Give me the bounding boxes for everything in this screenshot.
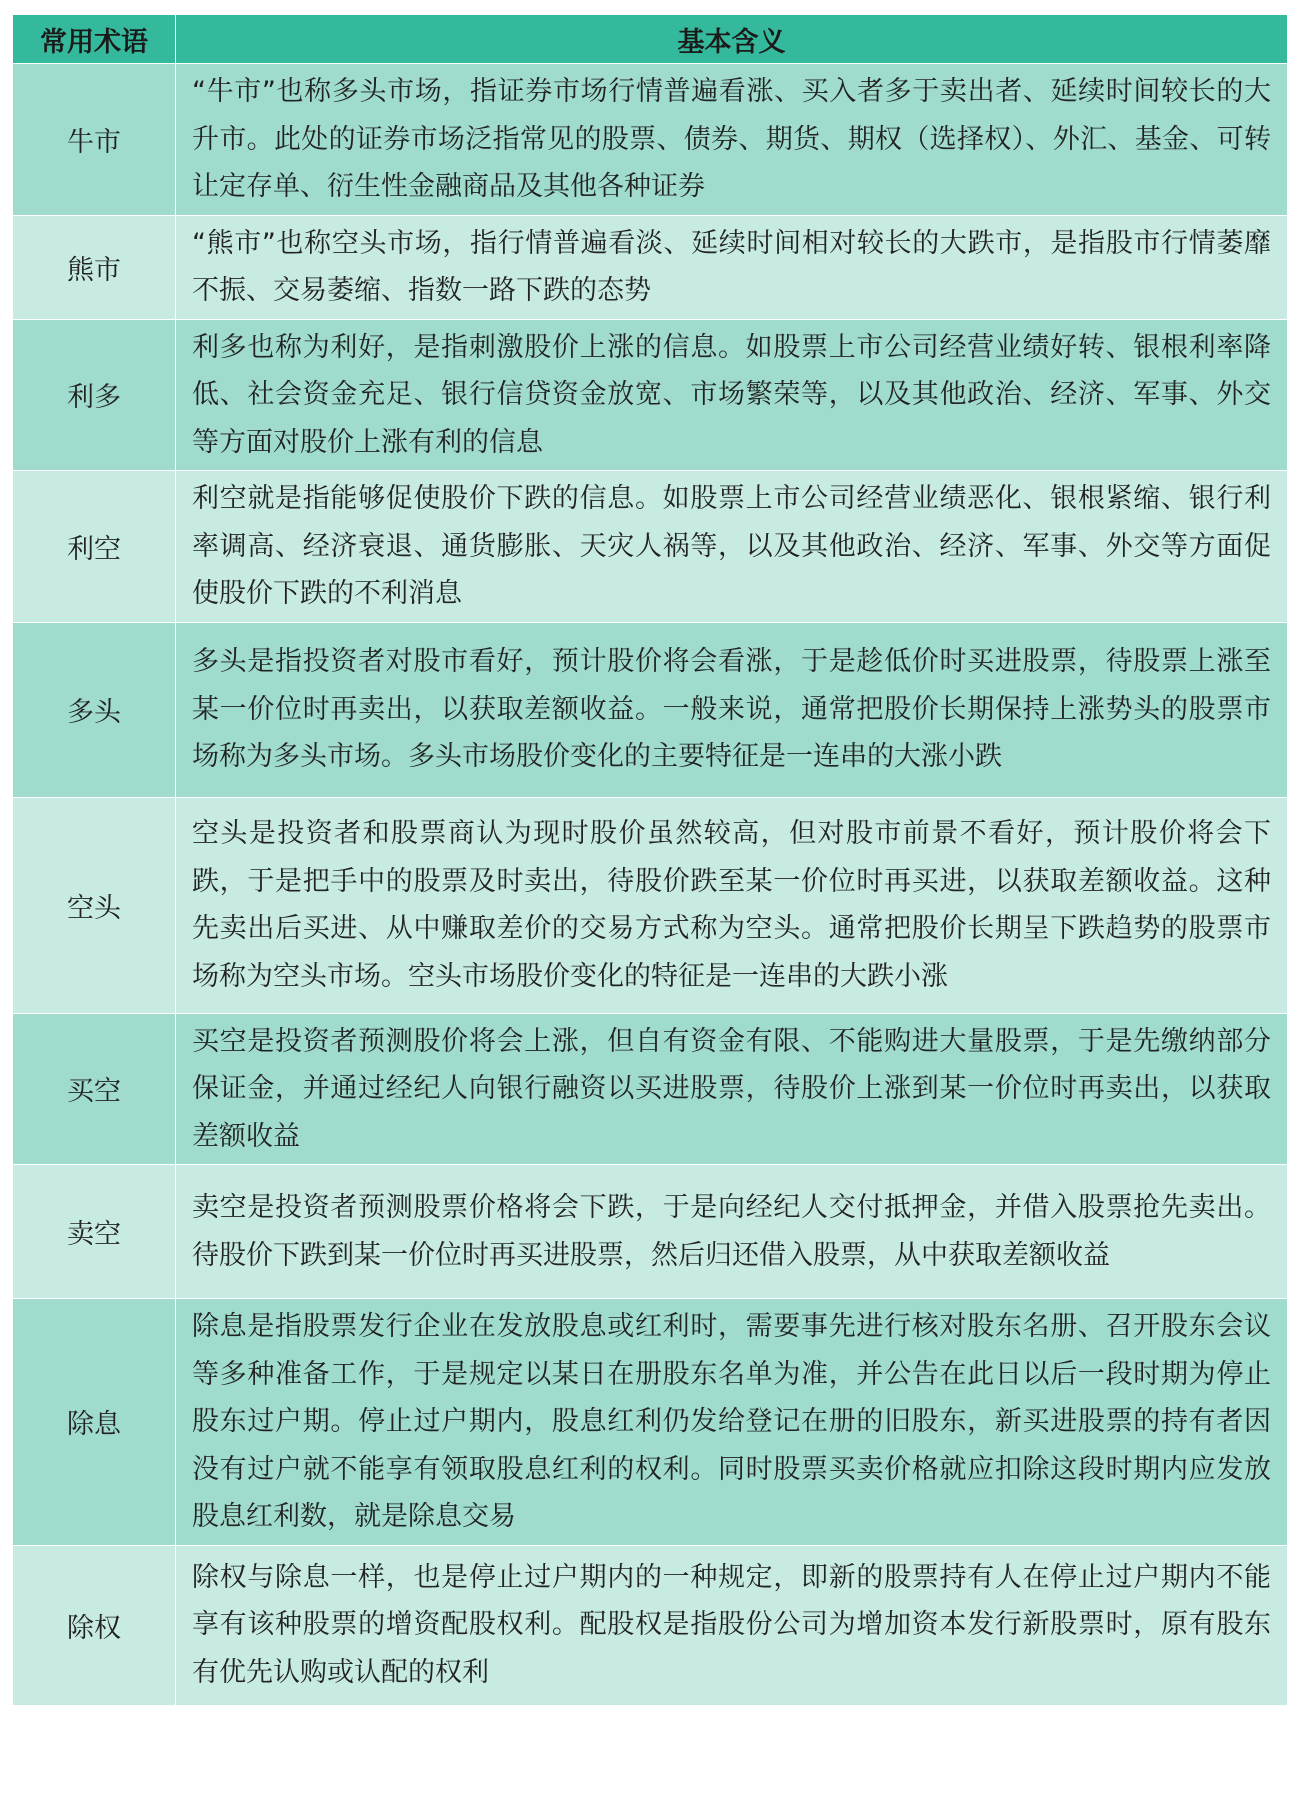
table-row (13, 319, 1288, 471)
term-cell: 除权 (13, 1545, 176, 1705)
terms-table-container (12, 14, 1288, 1706)
meaning-cell: 利空就是指能够促使股价下跌的信息。如股票上市公司经营业绩恶化、银根紧缩、银行利率调高、经济衰退、通货膨胀、天灾人祸等，以及其他政治、经济、军事、外交等方面促使股价下跌的不利消息 (176, 471, 1288, 623)
meaning-cell: “熊市”也称空头市场，指行情普遍看淡、延续时间相对较长的大跌市，是指股市行情萎靡不振、交易萎缩、指数一路下跌的态势 (176, 215, 1288, 319)
stock-terms-table (12, 14, 1288, 1706)
table-row (13, 215, 1288, 319)
header-meaning: 基本含义 (176, 15, 1288, 64)
table-row (13, 1165, 1288, 1299)
term-cell: 利空 (13, 471, 176, 623)
term-cell: 卖空 (13, 1165, 176, 1299)
meaning-cell: 多头是指投资者对股市看好，预计股价将会看涨，于是趁低价时买进股票，待股票上涨至某一价位时再卖出，以获取差额收益。一般来说，通常把股价长期保持上涨势头的股票市场称为多头市场。多头市场股价变化的主要特征是一连串的大涨小跌 (176, 622, 1288, 797)
table-row (13, 471, 1288, 623)
table-row (13, 64, 1288, 216)
term-cell: 多头 (13, 622, 176, 797)
term-cell: 利多 (13, 319, 176, 471)
table-row (13, 797, 1288, 1013)
meaning-cell: 除息是指股票发行企业在发放股息或红利时，需要事先进行核对股东名册、召开股东会议等多种准备工作，于是规定以某日在册股东名单为准，并公告在此日以后一段时期为停止股东过户期。停止过户期内，股息红利仍发给登记在册的旧股东，新买进股票的持有者因没有过户就不能享有领取股息红利的权利。同时股票买卖价格就应扣除这段时期内应发放股息红利数，就是除息交易 (176, 1299, 1288, 1546)
table-row (13, 1299, 1288, 1546)
table-row (13, 622, 1288, 797)
header-term: 常用术语 (13, 15, 176, 64)
term-cell: 空头 (13, 797, 176, 1013)
meaning-cell: 利多也称为利好，是指刺激股价上涨的信息。如股票上市公司经营业绩好转、银根利率降低、社会资金充足、银行信贷资金放宽、市场繁荣等，以及其他政治、经济、军事、外交等方面对股价上涨有利的信息 (176, 319, 1288, 471)
table-row (13, 1545, 1288, 1705)
meaning-cell: 空头是投资者和股票商认为现时股价虽然较高，但对股市前景不看好，预计股价将会下跌，于是把手中的股票及时卖出，待股价跌至某一价位时再买进，以获取差额收益。这种先卖出后买进、从中赚取差价的交易方式称为空头。通常把股价长期呈下跌趋势的股票市场称为空头市场。空头市场股价变化的特征是一连串的大跌小涨 (176, 797, 1288, 1013)
meaning-cell: 卖空是投资者预测股票价格将会下跌，于是向经纪人交付抵押金，并借入股票抢先卖出。待股价下跌到某一价位时再买进股票，然后归还借入股票，从中获取差额收益 (176, 1165, 1288, 1299)
table-header-row (13, 15, 1288, 64)
meaning-cell: 除权与除息一样，也是停止过户期内的一种规定，即新的股票持有人在停止过户期内不能享有该种股票的增资配股权利。配股权是指股份公司为增加资本发行新股票时，原有股东有优先认购或认配的权利 (176, 1545, 1288, 1705)
term-cell: 熊市 (13, 215, 176, 319)
term-cell: 买空 (13, 1013, 176, 1165)
meaning-cell: “牛市”也称多头市场，指证券市场行情普遍看涨、买入者多于卖出者、延续时间较长的大升市。此处的证券市场泛指常见的股票、债券、期货、期权（选择权）、外汇、基金、可转让定存单、衍生性金融商品及其他各种证券 (176, 64, 1288, 216)
table-row (13, 1013, 1288, 1165)
meaning-cell: 买空是投资者预测股价将会上涨，但自有资金有限、不能购进大量股票，于是先缴纳部分保证金，并通过经纪人向银行融资以买进股票，待股价上涨到某一价位时再卖出，以获取差额收益 (176, 1013, 1288, 1165)
term-cell: 牛市 (13, 64, 176, 216)
term-cell: 除息 (13, 1299, 176, 1546)
